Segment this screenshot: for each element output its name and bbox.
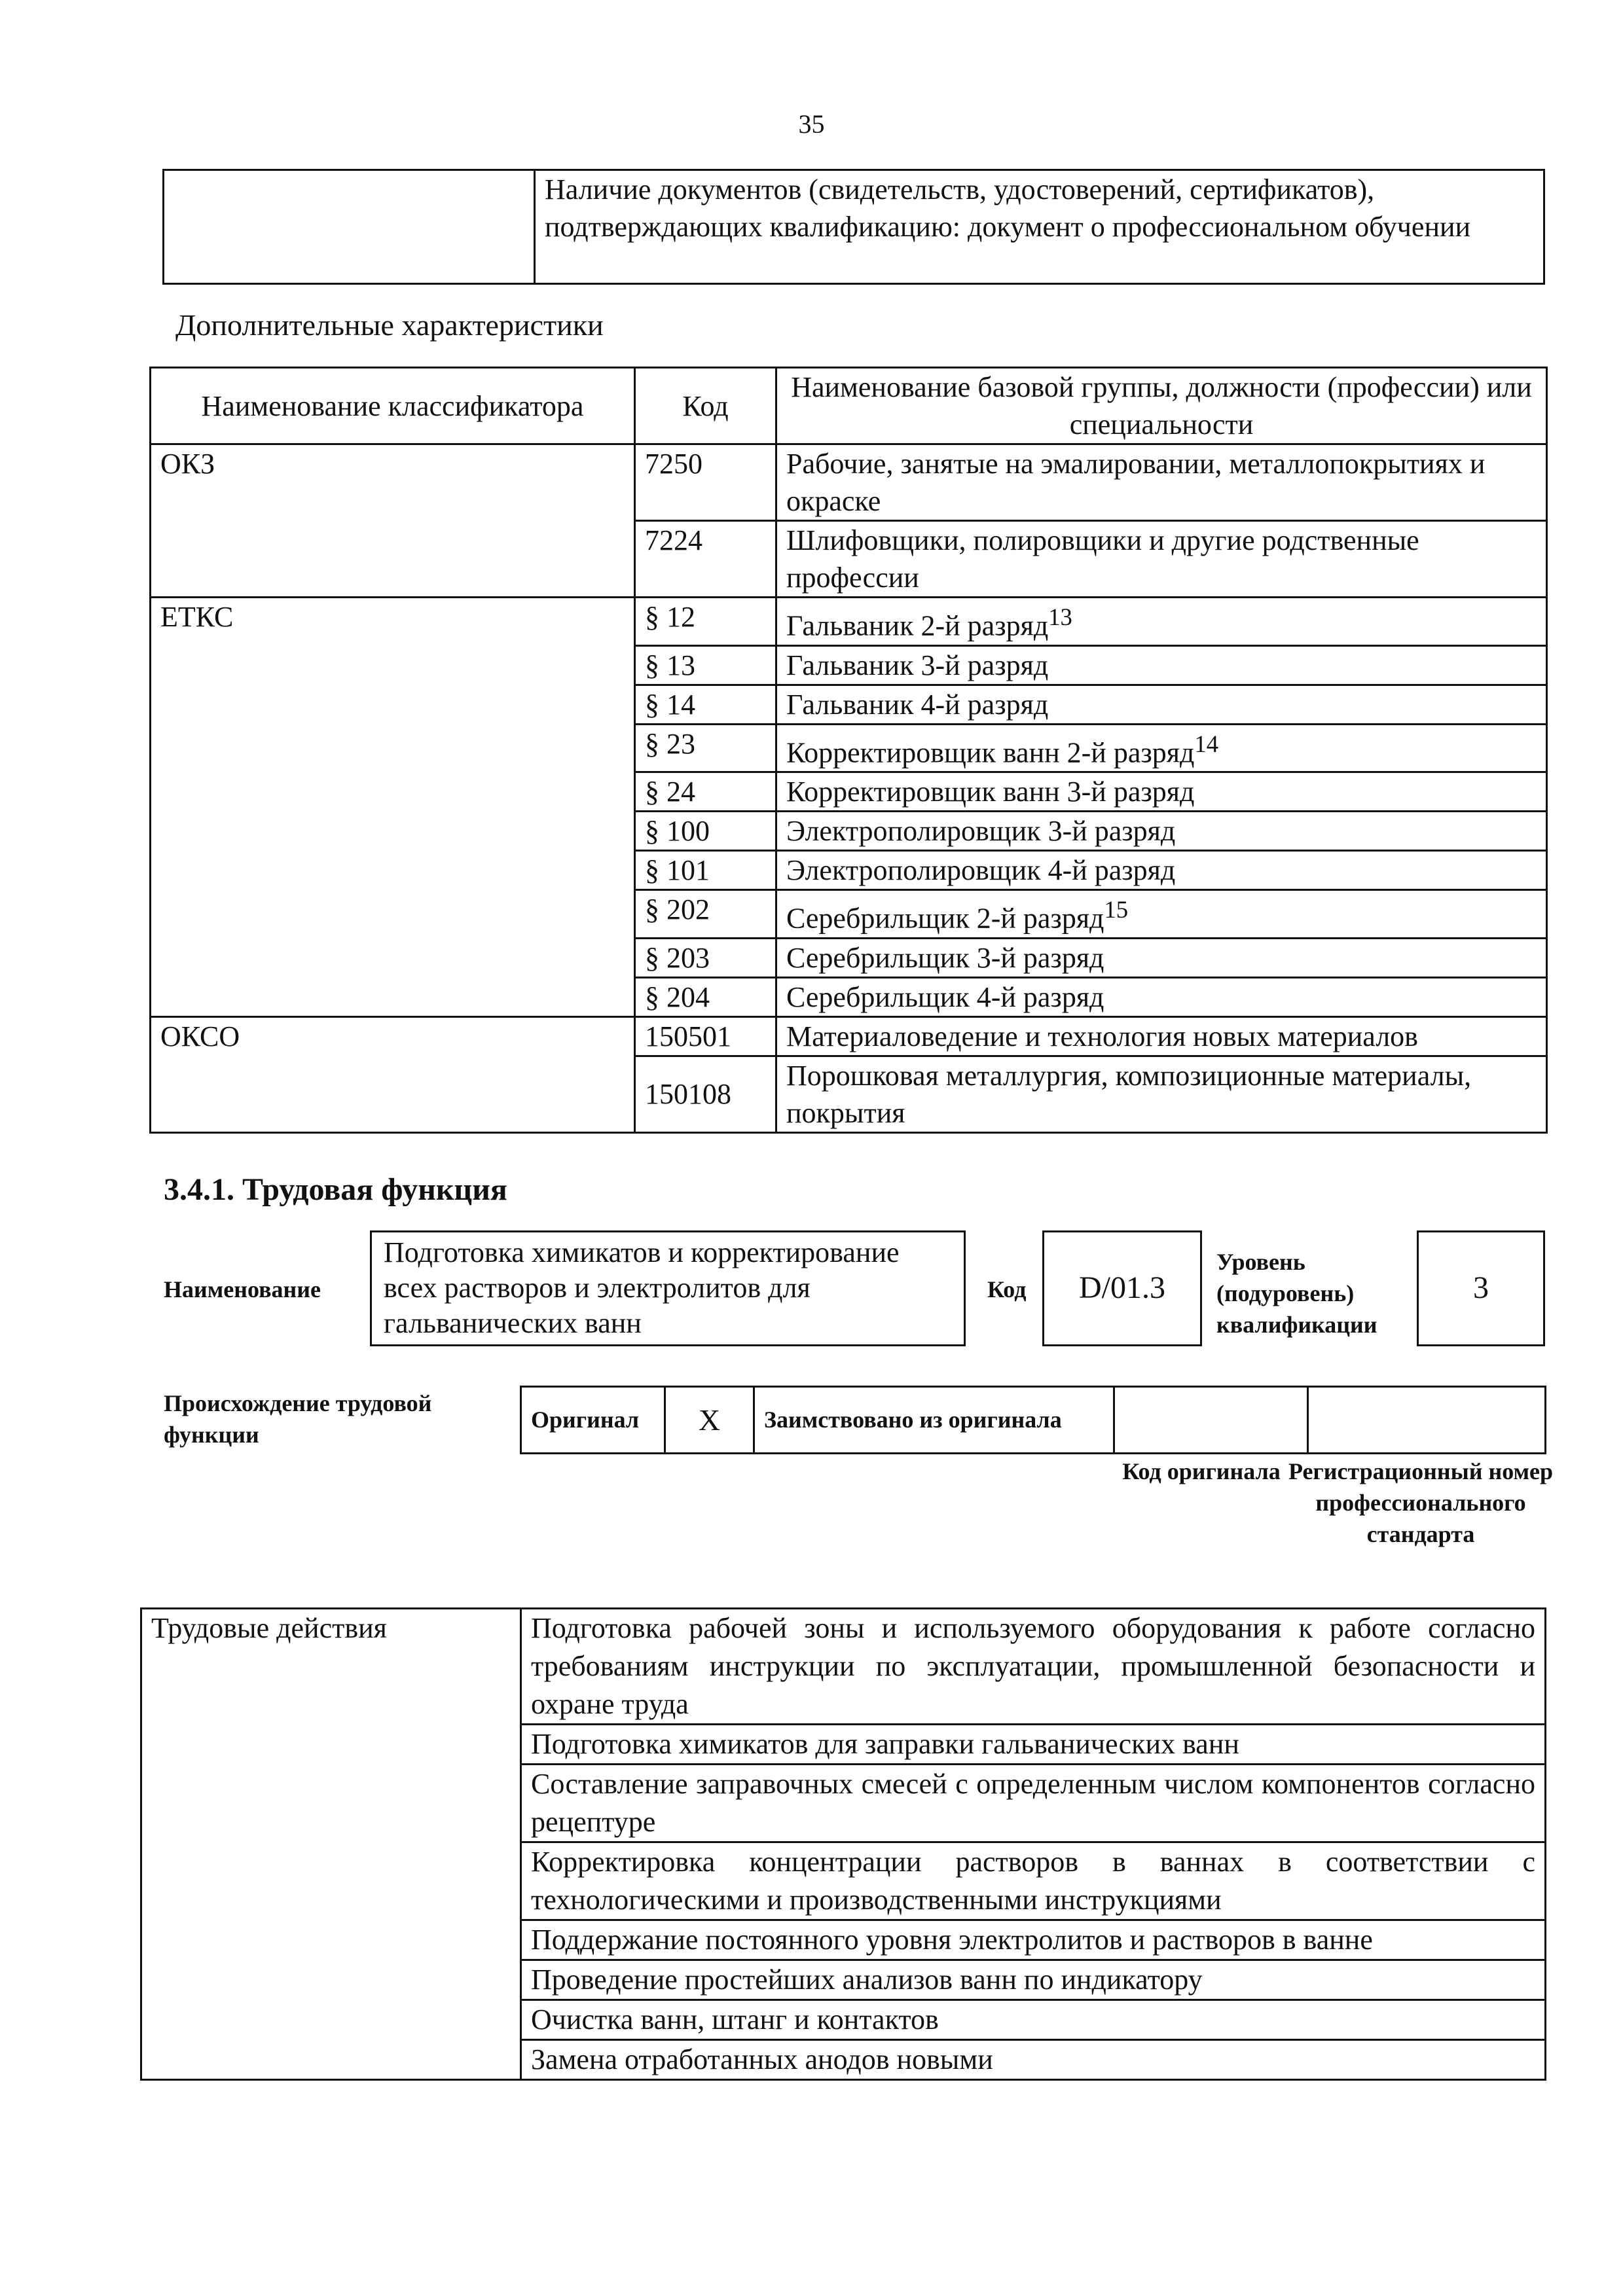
name-cell: Шлифовщики, полировщики и другие родственные профессии — [776, 521, 1547, 598]
name-cell: Гальваник 4-й разряд — [776, 685, 1547, 724]
function-origin-table — [520, 1386, 1546, 1454]
code-cell: § 12 — [635, 598, 776, 646]
labor-action-item: Замена отработанных анодов новыми — [521, 2040, 1546, 2080]
labor-action-item: Поддержание постоянного уровня электролитов и растворов в ванне — [521, 1920, 1546, 1960]
classifier-okz: ОКЗ — [151, 444, 635, 598]
function-code-box: D/01.3 — [1042, 1230, 1202, 1346]
original-code-cell — [1114, 1387, 1308, 1454]
original-mark: X — [665, 1387, 754, 1454]
level-label-line: квалификации — [1216, 1312, 1377, 1338]
code-cell: § 23 — [635, 724, 776, 772]
name-cell: Гальваник 3-й разряд — [776, 645, 1547, 685]
code-cell: § 13 — [635, 645, 776, 685]
labor-actions-table — [140, 1607, 1546, 2081]
labor-action-item: Корректировка концентрации растворов в ваннах в соответствии с технологическими и производственными инструкциями — [521, 1842, 1546, 1920]
header-code: Код — [635, 368, 776, 444]
labor-action-item: Подготовка химикатов для заправки гальванических ванн — [521, 1725, 1546, 1765]
labor-actions-label: Трудовые действия — [141, 1609, 521, 2080]
table-row — [164, 170, 1544, 284]
footnote-mark: 14 — [1194, 730, 1219, 757]
footnote-mark: 15 — [1104, 896, 1129, 924]
name-cell: Материаловедение и технология новых материалов — [776, 1016, 1547, 1056]
original-label: Оригинал — [521, 1387, 665, 1454]
function-name-box: Подготовка химикатов и корректирование всех растворов и электролитов для гальванических ванн — [370, 1230, 966, 1346]
code-cell: 7250 — [635, 444, 776, 521]
labor-action-item: Подготовка рабочей зоны и используемого оборудования к работе согласно требованиям инструкции по эксплуатации, промышленной безопасности и охране труда — [521, 1609, 1546, 1725]
code-cell: § 202 — [635, 890, 776, 939]
table-row — [151, 1016, 1547, 1056]
level-label-line: (подуровень) — [1216, 1280, 1355, 1306]
code-cell: § 204 — [635, 977, 776, 1016]
name-cell: Порошковая металлургия, композиционные материалы, покрытия — [776, 1056, 1547, 1132]
header-name: Наименование базовой группы, должности (профессии) или специальности — [776, 368, 1547, 444]
code-label: Код — [987, 1276, 1027, 1302]
registration-number-cell — [1308, 1387, 1546, 1454]
name-cell: Электрополировщик 3-й разряд — [776, 812, 1547, 851]
function-origin-label: Происхождение трудовой функции — [164, 1390, 432, 1448]
labor-action-item: Очистка ванн, штанг и контактов — [521, 2000, 1546, 2040]
original-code-caption: Код оригинала — [1122, 1458, 1281, 1484]
footnote-mark: 13 — [1048, 603, 1072, 630]
name-cell: Электрополировщик 4-й разряд — [776, 851, 1547, 890]
name-cell — [776, 598, 1547, 646]
header-classifier: Наименование классификатора — [151, 368, 635, 444]
profession-name: Серебрильщик 2-й разряд — [786, 902, 1104, 935]
labor-action-item: Составление заправочных смесей с определенным числом компонентов согласно рецептуре — [521, 1765, 1546, 1842]
name-cell — [776, 890, 1547, 939]
previous-requirements-table — [162, 169, 1545, 285]
additional-characteristics-heading: Дополнительные характеристики — [175, 308, 604, 342]
code-cell: 150501 — [635, 1016, 776, 1056]
name-cell: Корректировщик ванн 3-й разряд — [776, 772, 1547, 812]
table-row — [151, 444, 1547, 521]
labor-function-heading: 3.4.1. Трудовая функция — [164, 1172, 507, 1207]
name-cell — [776, 724, 1547, 772]
name-cell: Серебрильщик 4-й разряд — [776, 977, 1547, 1016]
registration-number-caption: Регистрационный номер профессионального стандарта — [1288, 1458, 1554, 1547]
profession-name: Корректировщик ванн 2-й разряд — [786, 736, 1195, 769]
level-label-line: Уровень — [1216, 1249, 1305, 1275]
table-row — [141, 1609, 1546, 1725]
additional-characteristics-table — [149, 367, 1548, 1134]
qualification-level-box: 3 — [1417, 1230, 1545, 1346]
name-cell: Рабочие, занятые на эмалировании, металлопокрытиях и окраске — [776, 444, 1547, 521]
documents-requirement-cell: Наличие документов (свидетельств, удостоверений, сертификатов), подтверждающих квалификацию: документ о профессиональном обучении — [535, 170, 1544, 284]
profession-name: Гальваник 2-й разряд — [786, 609, 1049, 642]
labor-action-item: Проведение простейших анализов ванн по индикатору — [521, 1960, 1546, 2000]
code-cell: 150108 — [635, 1056, 776, 1132]
page-number: 35 — [798, 109, 825, 139]
code-cell: § 203 — [635, 938, 776, 977]
code-cell: 7224 — [635, 521, 776, 598]
table-header-row — [151, 368, 1547, 444]
table-row — [151, 598, 1547, 646]
name-label: Наименование — [164, 1276, 321, 1302]
classifier-etks: ЕТКС — [151, 598, 635, 1017]
table-row — [521, 1387, 1546, 1454]
classifier-okso: ОКСО — [151, 1016, 635, 1132]
code-cell: § 100 — [635, 812, 776, 851]
table-cell — [164, 170, 535, 284]
name-cell: Серебрильщик 3-й разряд — [776, 938, 1547, 977]
qualification-level-label — [1216, 1246, 1377, 1340]
borrowed-label: Заимствовано из оригинала — [754, 1387, 1114, 1454]
code-cell: § 14 — [635, 685, 776, 724]
code-cell: § 24 — [635, 772, 776, 812]
code-cell: § 101 — [635, 851, 776, 890]
